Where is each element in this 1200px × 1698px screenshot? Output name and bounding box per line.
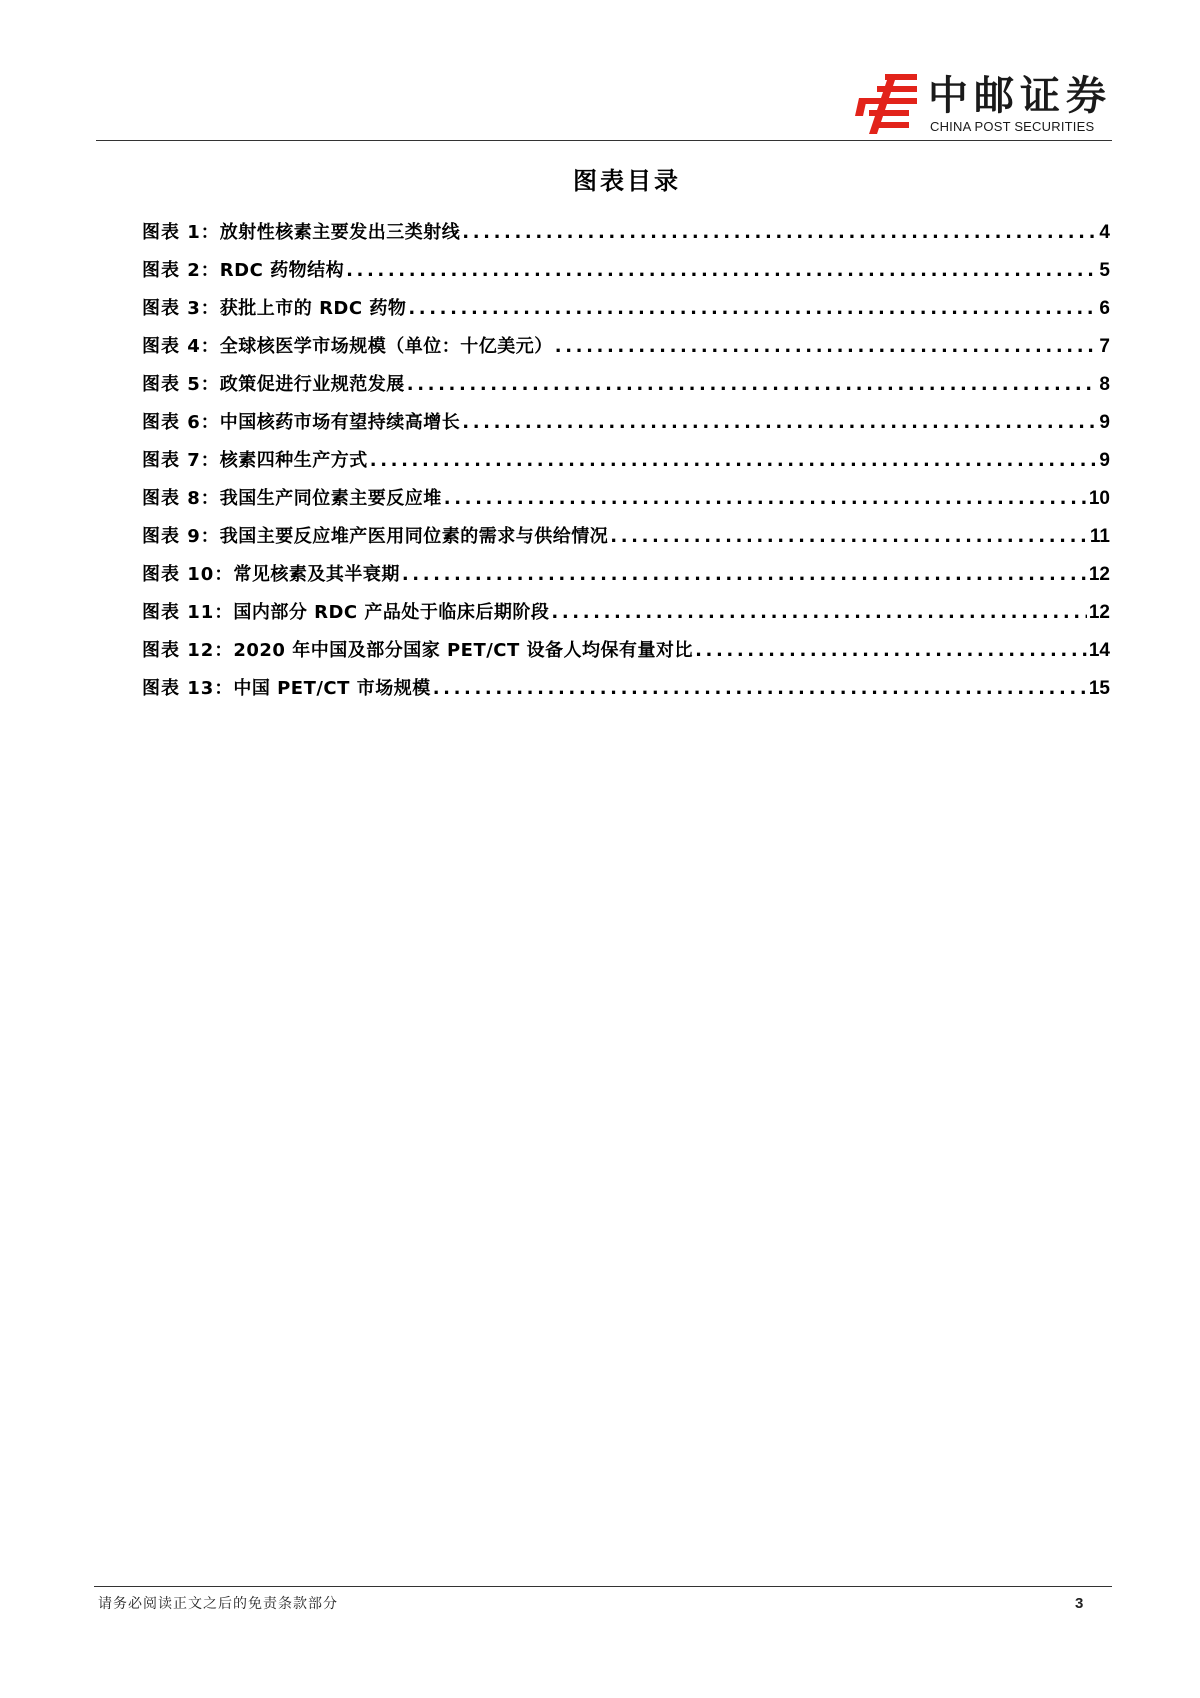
toc-dot-leader [444, 484, 1087, 514]
china-post-logo-icon [855, 72, 919, 136]
toc-entry-page: 10 [1088, 488, 1110, 509]
toc-dot-leader [346, 256, 1097, 286]
toc-entry-page: 9 [1099, 450, 1110, 471]
toc-entry-title: 我国主要反应堆产医用同位素的需求与供给情况 [219, 526, 609, 547]
toc-dot-leader [695, 636, 1087, 666]
toc-dot-leader [408, 294, 1097, 324]
toc-entry-title: 放射性核素主要发出三类射线 [219, 222, 461, 243]
toc-dot-leader [610, 522, 1088, 552]
toc-entry-title: RDC 药物结构 [219, 260, 345, 281]
toc-entry[interactable] [142, 522, 1110, 560]
toc-entry[interactable] [142, 408, 1110, 446]
toc-entry-label: 图表 6： [142, 412, 220, 433]
toc-entry-title: 政策促进行业规范发展 [219, 374, 405, 395]
toc-entry-page: 12 [1088, 564, 1110, 585]
toc-entry-page: 8 [1099, 374, 1110, 395]
toc-dot-leader [402, 560, 1087, 590]
toc-dot-leader [551, 598, 1086, 628]
toc-entry-page: 9 [1099, 412, 1110, 433]
toc-entry-page: 12 [1088, 602, 1110, 623]
toc-entry-page: 4 [1099, 222, 1110, 243]
toc-entry-page: 14 [1088, 640, 1110, 661]
toc-entry-page: 11 [1089, 526, 1110, 547]
toc-entry-title: 2020 年中国及部分国家 PET/CT 设备人均保有量对比 [233, 640, 694, 661]
toc-entry-title: 我国生产同位素主要反应堆 [219, 488, 442, 509]
page-number: 3 [1075, 1595, 1084, 1612]
toc-entry-label: 图表 8： [142, 488, 220, 509]
toc-entry[interactable] [142, 294, 1110, 332]
toc-entry[interactable] [142, 332, 1110, 370]
toc-entry-title: 核素四种生产方式 [219, 450, 368, 471]
toc-list [142, 218, 1110, 712]
toc-entry-label: 图表 11： [142, 602, 234, 623]
toc-entry-title: 中国 PET/CT 市场规模 [233, 678, 431, 699]
toc-entry-label: 图表 1： [142, 222, 220, 243]
toc-entry-label: 图表 10： [142, 564, 234, 585]
toc-entry[interactable] [142, 218, 1110, 256]
toc-entry[interactable] [142, 560, 1110, 598]
toc-entry[interactable] [142, 484, 1110, 522]
brand-name-cn: 中邮证券 [928, 73, 1112, 119]
toc-dot-leader [370, 446, 1098, 476]
toc-entry[interactable] [142, 446, 1110, 484]
toc-entry-title: 获批上市的 RDC 药物 [219, 298, 407, 319]
toc-dot-leader [407, 370, 1098, 400]
toc-entry-label: 图表 4： [142, 336, 220, 357]
brand-name-en: CHINA POST SECURITIES [930, 119, 1095, 134]
footer-disclaimer: 请务必阅读正文之后的免责条款部分 [98, 1596, 338, 1612]
toc-dot-leader [433, 674, 1087, 704]
toc-entry-title: 常见核素及其半衰期 [233, 564, 400, 585]
toc-entry-label: 图表 9： [142, 526, 220, 547]
toc-entry-label: 图表 12： [142, 640, 234, 661]
toc-dot-leader [462, 408, 1097, 438]
toc-entry-label: 图表 2： [142, 260, 220, 281]
toc-entry-label: 图表 7： [142, 450, 220, 471]
toc-entry-title: 国内部分 RDC 产品处于临床后期阶段 [233, 602, 550, 623]
toc-dot-leader [462, 218, 1097, 248]
toc-entry-page: 15 [1088, 678, 1110, 699]
toc-entry-page: 6 [1099, 298, 1110, 319]
toc-entry-title: 中国核药市场有望持续高增长 [219, 412, 461, 433]
header-divider [96, 140, 1112, 141]
toc-entry[interactable] [142, 636, 1110, 674]
toc-entry[interactable] [142, 256, 1110, 294]
toc-entry-page: 5 [1099, 260, 1110, 281]
footer-divider [94, 1586, 1112, 1587]
toc-entry-page: 7 [1099, 336, 1110, 357]
page-title: 图表目录 [573, 167, 681, 195]
toc-entry-label: 图表 3： [142, 298, 220, 319]
toc-entry-label: 图表 5： [142, 374, 220, 395]
toc-entry[interactable] [142, 674, 1110, 712]
toc-entry[interactable] [142, 598, 1110, 636]
toc-entry-label: 图表 13： [142, 678, 234, 699]
toc-entry-title: 全球核医学市场规模（单位：十亿美元） [219, 336, 553, 357]
toc-entry[interactable] [142, 370, 1110, 408]
page-header [0, 0, 1200, 150]
toc-dot-leader [555, 332, 1098, 362]
